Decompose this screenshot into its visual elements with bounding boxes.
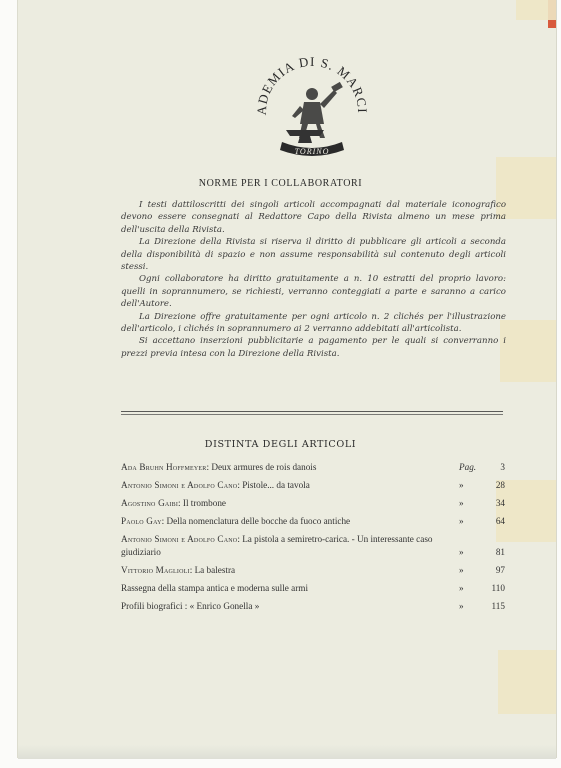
toc-pag-label: Pag. (459, 462, 477, 472)
toc-ditto: » (459, 565, 464, 575)
norme-paragraph: La Direzione offre gratuitamente per ogni articolo n. 2 clichés per l'illustrazione dell'articolo, i clichés in soprannumero ai 2 verranno addebitati all'articolista. (121, 311, 506, 335)
norme-paragraph: La Direzione della Rivista si riserva il diritto di pubblicare gli articoli a seconda della disponibilità di spazio e non assume responsabilità sul contenuto degli articoli stessi. (121, 237, 506, 273)
toc-page-number: 34 (495, 498, 505, 508)
paper-tab (516, 0, 556, 20)
toc-ditto: » (459, 583, 464, 593)
toc-title: : La balestra (189, 565, 236, 575)
toc-title: : Della nomenclatura delle bocche da fuoco antiche (161, 516, 351, 526)
norme-title: NORME PER I COLLABORATORI (198, 178, 363, 189)
toc-entry (121, 515, 505, 528)
toc-ditto: » (459, 547, 464, 557)
toc-entry (121, 582, 505, 595)
paper-tab (498, 650, 556, 714)
toc-entry (121, 600, 505, 613)
seal-banner-text: TORINO (294, 147, 330, 156)
norme-body (121, 199, 506, 360)
toc-entry (121, 461, 505, 474)
toc-title: Rassegna della stampa antica e moderna sulle armi (121, 583, 308, 593)
paper-tab (500, 320, 556, 382)
toc-page-number: 97 (495, 565, 505, 575)
divider-rule (121, 414, 503, 415)
toc-page-number: 110 (491, 583, 505, 593)
paper-tab (496, 480, 556, 542)
toc-author: Paolo Gay (121, 516, 162, 526)
toc-ditto: » (459, 601, 464, 611)
toc-title: : Pistole... da tavola (237, 480, 310, 490)
toc-author: Ada Bruhn Hoffmeyer (121, 462, 207, 472)
toc-ditto: » (459, 480, 464, 490)
toc-entry (121, 533, 505, 559)
toc-title: Profili biografici : « Enrico Gonella » (121, 601, 260, 611)
page-bottom-shadow (18, 745, 556, 759)
divider-rule (121, 411, 503, 412)
toc-title: : Deux armures de rois danois (206, 462, 317, 472)
toc-page-number: 64 (495, 516, 505, 526)
norme-paragraph: Si accettano inserzioni pubblicitarie a pagamento per le quali si converranno i prezzi previa intesa con la Direzione della Rivista. (121, 336, 506, 359)
distinta-title: DISTINTA DEGLI ARTICOLI (204, 439, 357, 450)
toc-entry (121, 479, 505, 492)
toc-author: Antonio Simoni e Adolfo Cano (121, 480, 238, 490)
toc-entry (121, 564, 505, 577)
toc-ditto: » (459, 498, 464, 508)
toc-title: : La pistola a semiretro-carica. - Un interessante caso giudiziario (121, 534, 433, 557)
toc-page-number: 28 (495, 480, 505, 490)
toc-page-number: 81 (495, 547, 505, 557)
toc-entry (121, 497, 505, 510)
toc-ditto: » (459, 516, 464, 526)
toc-author: Agostino Gaibi (121, 498, 179, 508)
toc-page-number: 115 (491, 601, 505, 611)
table-of-contents (121, 461, 505, 613)
norme-paragraph: Ogni collaboratore ha diritto gratuitamente a n. 10 estratti del proprio lavoro: quelli in soprannumero, se richiesti, verranno conteggiati a parte e saranno a carico dell'Autore. (121, 274, 506, 310)
toc-author: Vittorio Maglioli (121, 565, 190, 575)
toc-page-number: 3 (500, 462, 505, 472)
toc-title: : Il trombone (178, 498, 227, 508)
seal-arc-text: ADEMIA DI S. MARCI (253, 53, 371, 116)
norme-paragraph: I testi dattiloscritti dei singoli articoli accompagnati dal materiale iconografico devono essere consegnati al Redattore Capo della Rivista almeno un mese prima dell'uscita della Rivista. (121, 200, 506, 235)
academy-seal (252, 50, 372, 170)
toc-author: Antonio Simoni e Adolfo Cano (121, 534, 238, 544)
